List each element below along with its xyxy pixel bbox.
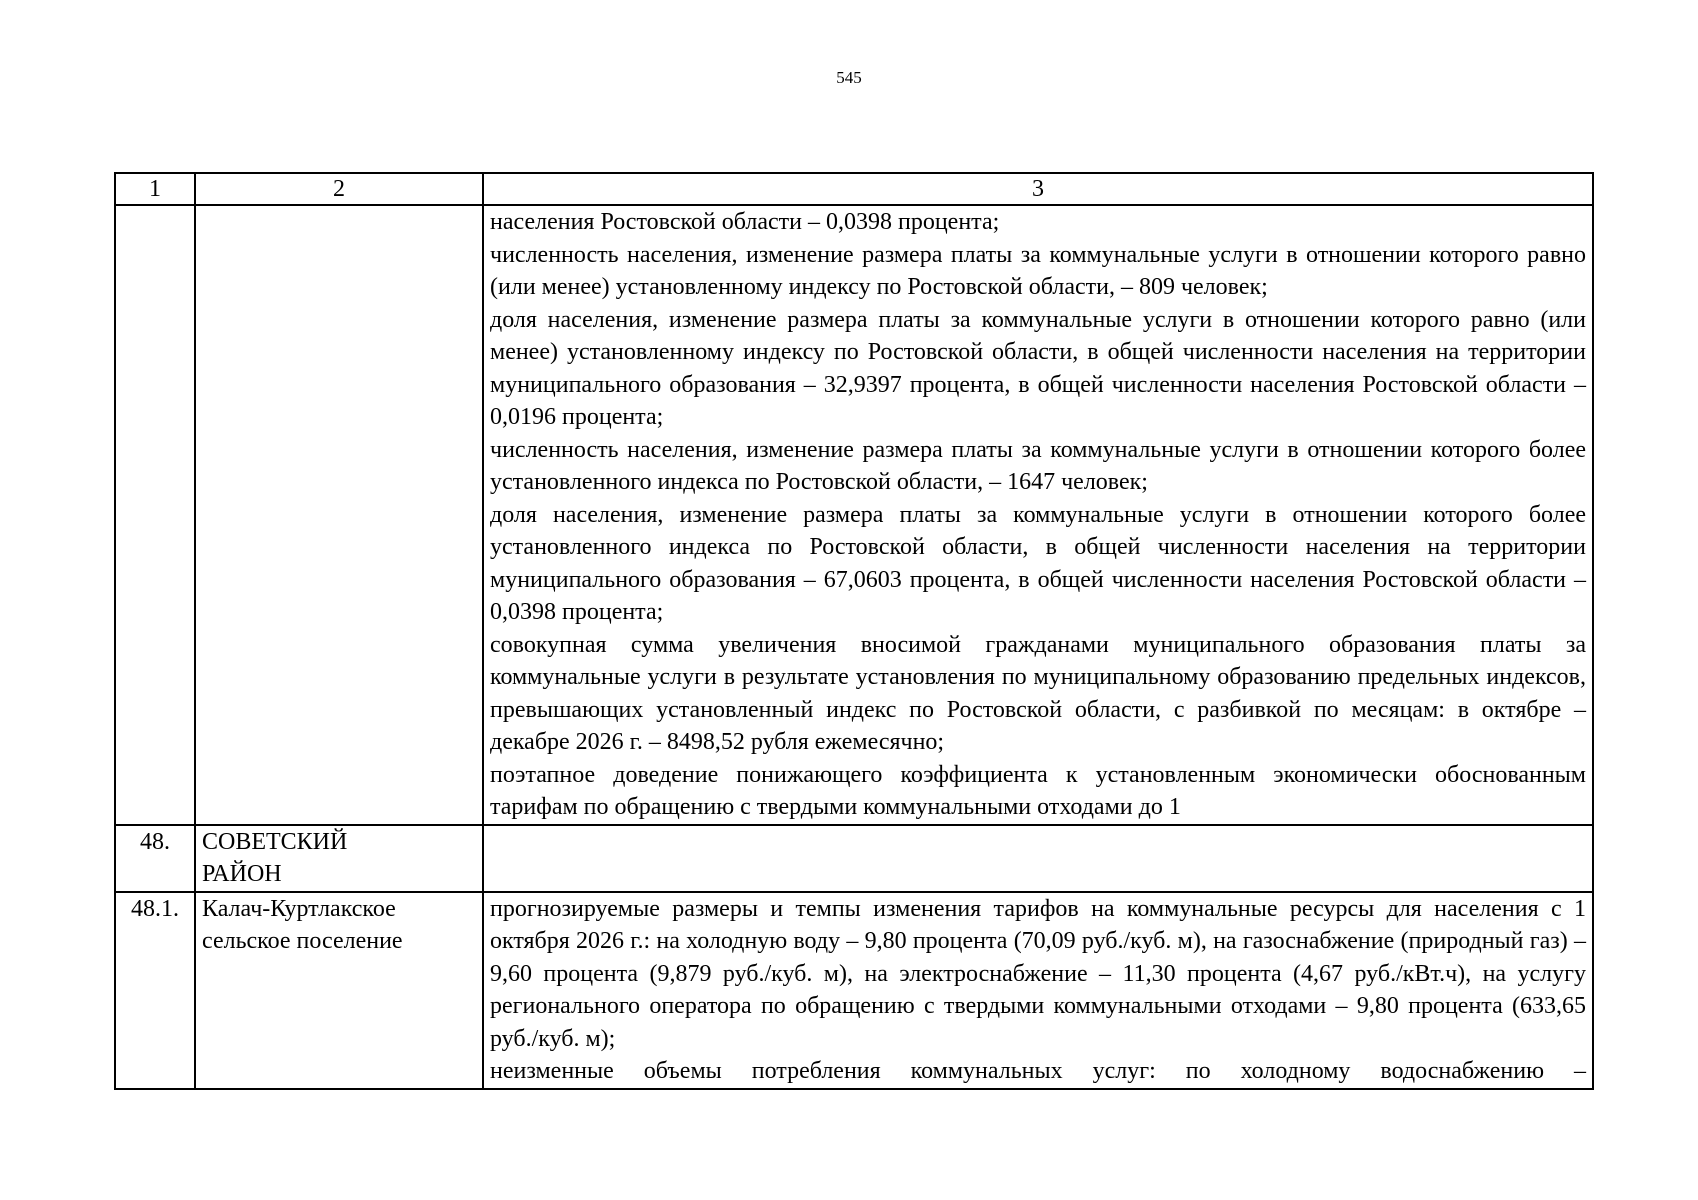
paragraph: совокупная сумма увеличения вносимой гражданами муниципального образования платы за коммунальные услуги в результате установления по муниципальному образованию предельных индексов, превышающих установленный индекс по Ростовской области, с разбивкой по месяцам: в октябре – декабре 2026 г. – 8498,52 рубля ежемесячно; <box>490 631 1586 755</box>
row-name <box>195 205 483 825</box>
paragraph: населения Ростовской области – 0,0398 процента; <box>490 209 1000 235</box>
page-number: 545 <box>836 68 862 87</box>
document-table <box>114 172 1594 1090</box>
table-row <box>115 825 1593 892</box>
table-row <box>115 205 1593 825</box>
table-header-row <box>115 173 1593 205</box>
paragraph: доля населения, изменение размера платы за коммунальные услуги в отношении которого более установленного индекса по Ростовской области, в общей численности населения на территории муниципального образования – 67,0603 процента, в общей численности населения Ростовской области – 0,0398 процента; <box>490 501 1586 625</box>
header-col1: 1 <box>115 173 195 205</box>
row-content <box>483 825 1593 892</box>
paragraph: численность населения, изменение размера платы за коммунальные услуги в отношении которого более установленного индекса по Ростовской области, – 1647 человек; <box>490 436 1586 495</box>
row-number <box>115 205 195 825</box>
row-content <box>483 205 1593 825</box>
header-col3: 3 <box>483 173 1593 205</box>
header-col2: 2 <box>195 173 483 205</box>
paragraph: прогнозируемые размеры и темпы изменения тарифов на коммунальные ресурсы для населения с 1 октября 2026 г.: на холодную воду – 9,80 процента (70,09 руб./куб. м), на газоснабжение (природный газ) – 9,60 процента (9,879 руб./куб. м), на электроснабжение – 11,30 процента (4,67 руб./кВт.ч), на услугу регионального оператора по обращению с твердыми коммунальными отходами – 9,80 процента (633,65 руб./куб. м); <box>490 895 1586 1052</box>
row-content <box>483 892 1593 1089</box>
row-name: СОВЕТСКИЙ РАЙОН <box>195 825 483 892</box>
row-number: 48.1. <box>115 892 195 1089</box>
table-row <box>115 892 1593 1089</box>
paragraph: численность населения, изменение размера платы за коммунальные услуги в отношении которого равно (или менее) установленному индексу по Ростовской области, – 809 человек; <box>490 241 1586 300</box>
paragraph: поэтапное доведение понижающего коэффициента к установленным экономически обоснованным тарифам по обращению с твердыми коммунальными отходами до 1 <box>490 761 1586 820</box>
row-number: 48. <box>115 825 195 892</box>
paragraph: доля населения, изменение размера платы за коммунальные услуги в отношении которого равно (или менее) установленному индексу по Ростовской области, в общей численности населения на территории муниципального образования – 32,9397 процента, в общей численности населения Ростовской области – 0,0196 процента; <box>490 306 1586 430</box>
paragraph: неизменные объемы потребления коммунальных услуг: по холодному водоснабжению – <box>490 1058 1586 1084</box>
row-name: Калач-Куртлакское сельское поселение <box>195 892 483 1089</box>
